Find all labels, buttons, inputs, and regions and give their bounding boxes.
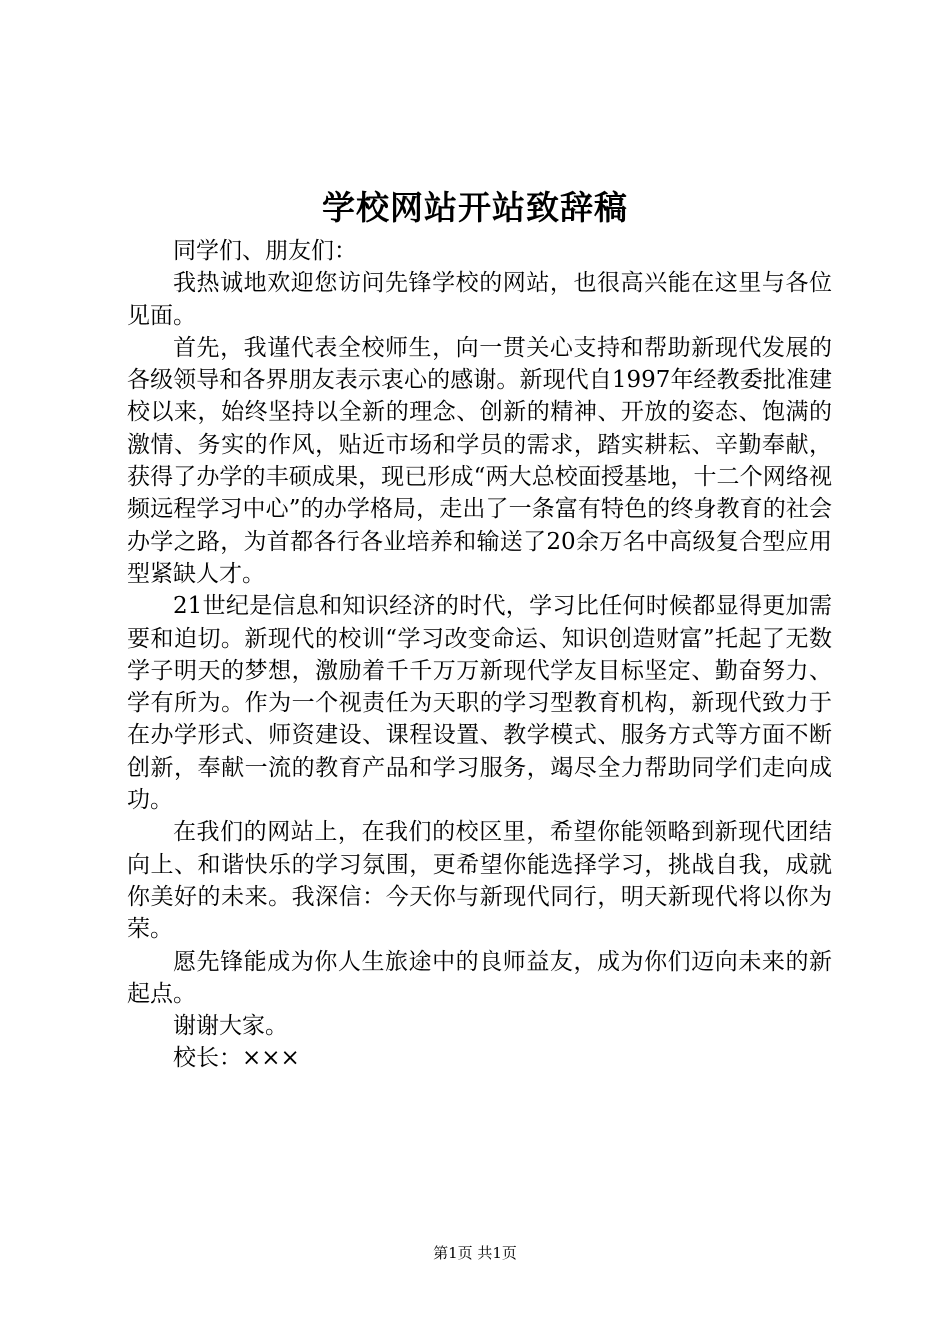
thanks-paragraph: 首先，我谨代表全校师生，向一贯关心支持和帮助新现代发展的各级领导和各界朋友表示衷心的感谢。新现代自1997年经教委批准建校以来，始终坚持以全新的理念、创新的精神、开放的姿态、饱满的激情、务实的作风，贴近市场和学员的需求，踏实耕耘、辛勤奉献，获得了办学的丰硕成果，现已形成“两大总校面授基地，十二个网络视频远程学习中心”的办学格局，走出了一条富有特色的终身教育的社会办学之路，为首都各行各业培养和输送了20余万名中高级复合型应用型紧缺人才。	[127, 334, 832, 587]
signature-paragraph: 校长：×××	[173, 1045, 300, 1072]
mission-paragraph: 21世纪是信息和知识经济的时代，学习比任何时候都显得更加需要和迫切。新现代的校训“学习改变命运、知识创造财富”托起了无数学子明天的梦想，激励着千千万万新现代学友目标坚定、勤奋努力、学有所为。作为一个视责任为天职的学习型教育机构，新现代致力于在办学形式、师资建设、课程设置、教学模式、服务方式等方面不断创新，奉献一流的教育产品和学习服务，竭尽全力帮助同学们走向成功。	[127, 593, 832, 814]
greeting-paragraph: 同学们、朋友们：	[173, 238, 357, 264]
welcome-paragraph: 我热诚地欢迎您访问先锋学校的网站，也很高兴能在这里与各位见面。	[127, 270, 832, 329]
closing-paragraph: 谢谢大家。	[173, 1013, 288, 1040]
page-number-footer: 第1页 共1页	[433, 1244, 517, 1262]
wish-paragraph: 愿先锋能成为你人生旅途中的良师益友，成为你们迈向未来的新起点。	[127, 948, 832, 1007]
document-title: 学校网站开站致辞稿	[322, 188, 628, 227]
website-paragraph: 在我们的网站上，在我们的校区里，希望你能领略到新现代团结向上、和谐快乐的学习氛围，更希望你能选择学习，挑战自我，成就你美好的未来。我深信：今天你与新现代同行，明天新现代将以你为荣。	[127, 819, 832, 943]
document-body	[127, 235, 832, 1075]
